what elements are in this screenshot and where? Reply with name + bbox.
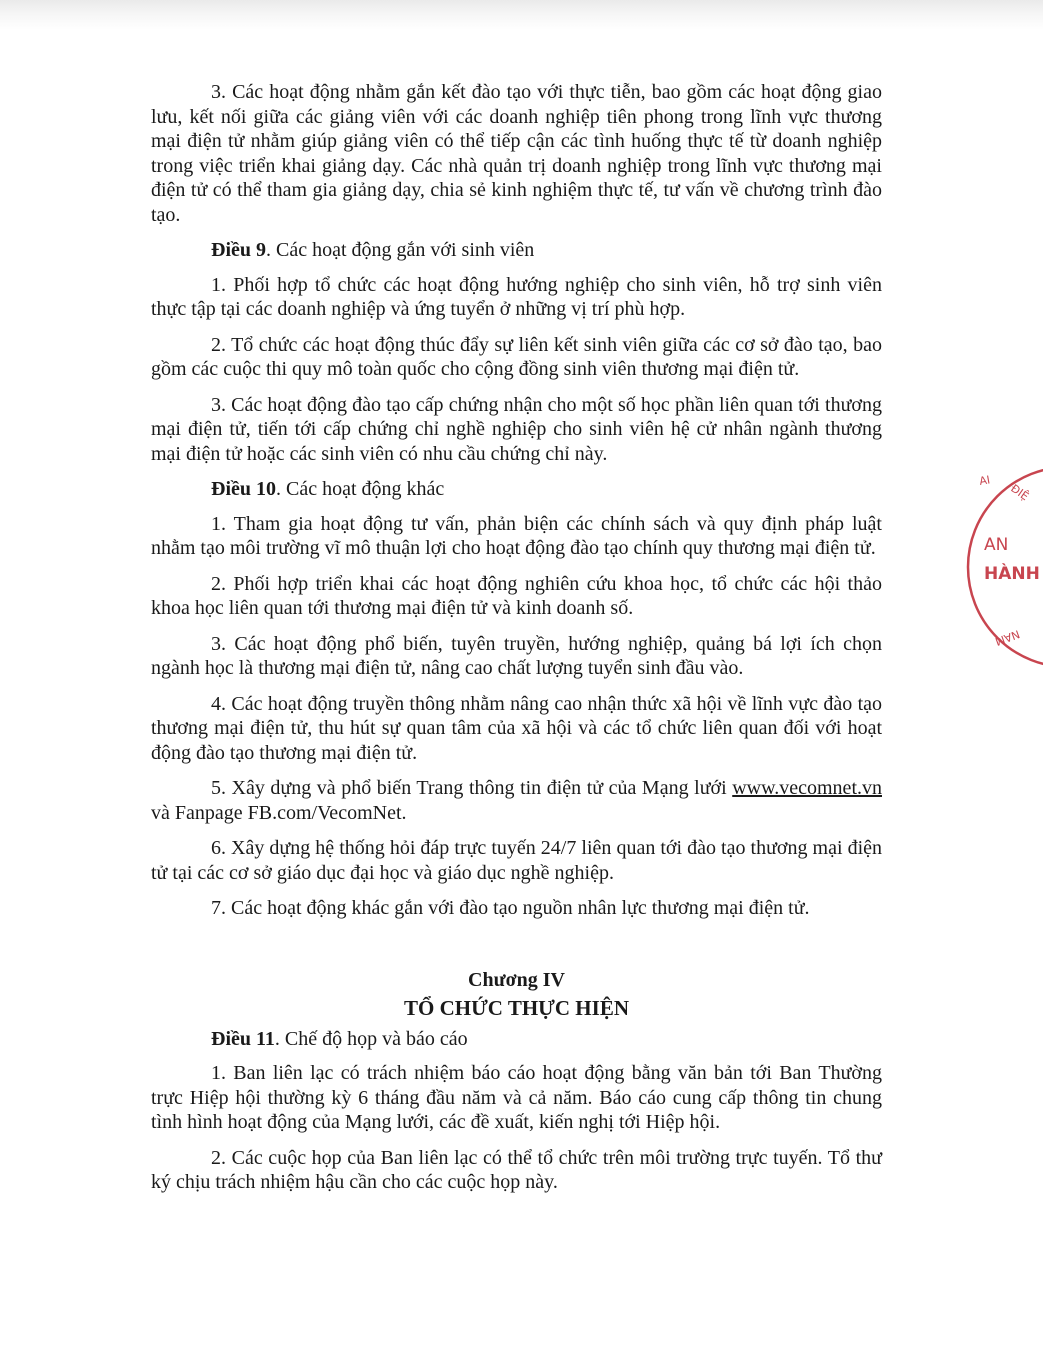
seal-text-hanh: HÀNH (984, 564, 1040, 584)
seal-text-top: ĐIỆ (1008, 481, 1032, 504)
article11-label: Điều 11 (211, 1027, 275, 1050)
seal-text-an: AN (984, 535, 1009, 555)
article9-title: . Các hoạt động gắn với sinh viên (266, 239, 535, 261)
article9-label: Điều 9 (211, 239, 266, 261)
article9-item2: 2. Tổ chức các hoạt động thúc đẩy sự liên kết sinh viên giữa các cơ sở đào tạo, bao gồm các cuộc thi quy mô toàn quốc cho cộng đồng sinh viên thương mại điện tử. (151, 333, 882, 380)
article10-item4: 4. Các hoạt động truyền thông nhằm nâng cao nhận thức xã hội về lĩnh vực đào tạo thương mại điện tử, thu hút sự quan tâm của xã hội và các tổ chức liên quan đối với hoạt động đào tạo thương mại điện tử. (151, 692, 882, 764)
article11-item2: 2. Các cuộc họp của Ban liên lạc có thể tổ chức trên môi trường trực tuyến. Tổ thư ký chịu trách nhiệm hậu cần cho các cuộc họp này. (151, 1146, 882, 1193)
article10-heading (151, 477, 882, 502)
article10-item2: 2. Phối hợp triển khai các hoạt động nghiên cứu khoa học, tổ chức các hội thảo khoa học liên quan tới thương mại điện tử và kinh doanh số. (151, 572, 882, 619)
article9-heading (151, 238, 882, 263)
document-body (151, 80, 882, 1206)
article11-title: . Chế độ họp và báo cáo (274, 1027, 468, 1050)
article10-item7: 7. Các hoạt động khác gắn với đào tạo nguồn nhân lực thương mại điện tử. (211, 897, 810, 919)
official-seal-stamp (958, 452, 1043, 682)
seal-text-bottom: NAM (993, 627, 1022, 649)
article10-item5-suffix: và Fanpage FB.com/VecomNet. (151, 801, 407, 824)
article9-item3: 3. Các hoạt động đào tạo cấp chứng nhận cho một số học phần liên quan tới thương mại điện tử, tiến tới cấp chứng chỉ nghề nghiệp cho sinh viên hệ cử nhân ngành thương mại điện tử hoặc các sinh viên có nhu cầu chứng chỉ này. (151, 393, 882, 465)
website-link[interactable]: www.vecomnet.vn (732, 777, 882, 799)
article9-item1: 1. Phối hợp tổ chức các hoạt động hướng nghiệp cho sinh viên, hỗ trợ sinh viên thực tập tại các doanh nghiệp và ứng tuyển ở những vị trí phù hợp. (151, 273, 882, 320)
seal-text-ai: AI (978, 473, 992, 488)
article10-label: Điều 10 (211, 478, 276, 500)
article10-item5-prefix: 5. Xây dựng và phổ biến Trang thông tin điện tử của Mạng lưới (211, 777, 733, 799)
article10-title: . Các hoạt động khác (276, 478, 445, 500)
article10-item3: 3. Các hoạt động phổ biến, tuyên truyền, hướng nghiệp, quảng bá lợi ích chọn ngành học là thương mại điện tử, nâng cao chất lượng tuyển sinh đầu vào. (151, 632, 882, 679)
article10-item5 (151, 776, 882, 825)
chapter-spacer (151, 932, 882, 968)
chapter-title: TỔ CHỨC THỰC HIỆN (404, 996, 629, 1020)
seal-graphic (958, 452, 1043, 682)
article10-item1: 1. Tham gia hoạt động tư vấn, phản biện các chính sách và quy định pháp luật nhằm tạo môi trường vĩ mô thuận lợi cho hoạt động đào tạo chính quy thương mại điện tử. (151, 512, 882, 559)
chapter-number: Chương IV (468, 968, 565, 991)
article10-item6: 6. Xây dựng hệ thống hỏi đáp trực tuyến 24/7 liên quan tới đào tạo thương mại điện tử tại các cơ sở giáo dục đại học và giáo dục nghề nghiệp. (151, 837, 882, 884)
article11-item1: 1. Ban liên lạc có trách nhiệm báo cáo hoạt động bằng văn bản tới Ban Thường trực Hiệp hội thường kỳ 6 tháng đầu năm và cả năm. Báo cáo cung cấp thông tin chung tình hình hoạt động của Mạng lưới, các đề xuất, kiến nghị tới Hiệp hội. (151, 1062, 882, 1133)
article11-heading (151, 1027, 882, 1052)
article8-item3: 3. Các hoạt động nhằm gắn kết đào tạo với thực tiễn, bao gồm các hoạt động giao lưu, kết nối giữa các giảng viên với các doanh nghiệp tiên phong trong lĩnh vực thương mại điện tử nhằm giúp giảng viên có thể tiếp cận các tình huống thực tế từ doanh nghiệp trong việc triển khai giảng dạy. Các nhà quản trị doanh nghiệp trong lĩnh vực thương mại điện tử có thể tham gia giảng dạy, chia sẻ kinh nghiệm thực tế, tư vấn về chương trình đào tạo. (151, 81, 882, 226)
